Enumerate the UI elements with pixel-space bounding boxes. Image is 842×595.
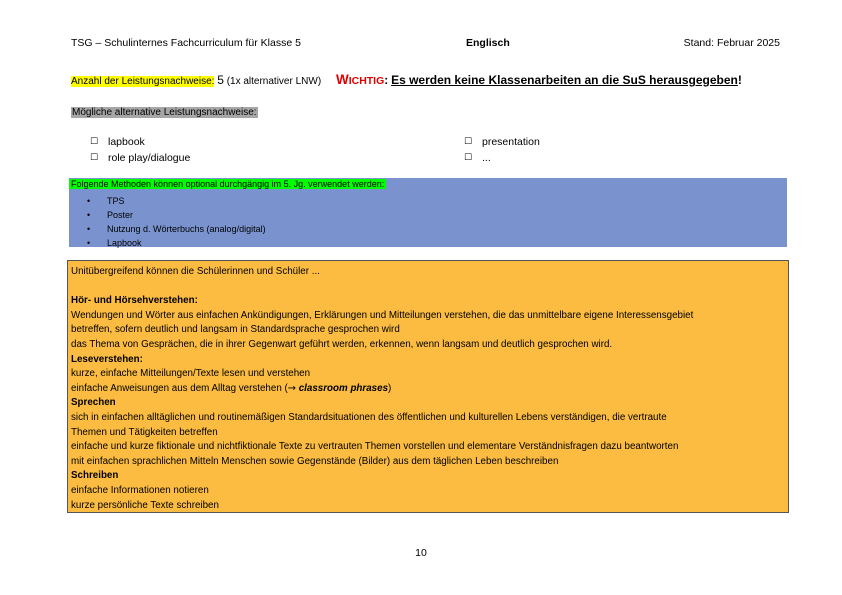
- reading-heading: Leseverstehen:: [71, 353, 143, 365]
- methods-heading: Folgende Methoden können optional durchgängig im 5. Jg. verwendet werden:: [71, 179, 385, 189]
- method-label: Poster: [107, 210, 134, 220]
- alternative-option: [464, 152, 491, 164]
- skills-intro: Unitübergreifend können die Schülerinnen und Schüler ...: [71, 266, 320, 277]
- methods-section: [69, 178, 787, 247]
- warning-colon: :: [384, 73, 389, 87]
- speaking-line: Themen und Tätigkeiten betreffen: [71, 426, 218, 438]
- list-item: [87, 236, 266, 250]
- methods-list: [87, 194, 266, 250]
- header-title: TSG – Schulinternes Fachcurriculum für Klasse 5: [71, 37, 301, 49]
- alternative-option: [464, 136, 540, 148]
- writing-heading: Schreiben: [71, 470, 119, 482]
- bullet-icon: •: [87, 238, 91, 248]
- listening-line: das Thema von Gesprächen, die in ihrer Gegenwart geführt werden, erkennen, wenn langsam und deutlich gesprochen wird.: [71, 338, 613, 350]
- header-date: Stand: Februar 2025: [683, 37, 780, 49]
- alternative-option: [90, 152, 190, 164]
- listening-line: Wendungen und Wörter aus einfachen Ankündigungen, Erklärungen und Mitteilungen verstehen, die das unmittelbare eigene Interessensgebiet: [71, 309, 694, 321]
- assessment-row: [71, 72, 742, 87]
- list-item: [87, 222, 266, 236]
- reading-line: einfache Anweisungen aus dem Alltag verstehen (→ classroom phrases): [71, 382, 392, 394]
- checkbox-icon: ☐: [90, 137, 99, 147]
- assessment-count-note: (1x alternativer LNW): [226, 76, 322, 87]
- speaking-line: mit einfachen sprachlichen Mitteln Menschen sowie Gegenstände (Bilder) aus dem täglichen Leben beschreiben: [71, 455, 559, 467]
- arrow-right-icon: →: [287, 382, 296, 394]
- skills-section: [67, 260, 789, 513]
- assessment-count: 5: [217, 73, 224, 87]
- speaking-heading: Sprechen: [71, 397, 116, 409]
- alternative-option: [90, 136, 145, 148]
- spacer: [71, 280, 784, 295]
- alternative-option-label: ...: [482, 152, 491, 164]
- writing-line: einfache Informationen notieren: [71, 484, 209, 496]
- alternative-option-label: lapbook: [108, 136, 145, 148]
- header-subject: Englisch: [466, 37, 510, 49]
- list-item: [87, 194, 266, 208]
- warning-exclamation: !: [737, 73, 742, 87]
- bullet-icon: •: [87, 210, 91, 220]
- checkbox-icon: ☐: [90, 153, 99, 163]
- alternative-option-label: role play/dialogue: [108, 152, 191, 164]
- listening-line: betreffen, sofern deutlich und langsam in Standardsprache gesprochen wird: [71, 324, 400, 336]
- alternatives-heading: Mögliche alternative Leistungsnachweise:: [72, 107, 257, 118]
- checkbox-icon: ☐: [464, 137, 473, 147]
- method-label: TPS: [107, 196, 125, 206]
- method-label: Nutzung d. Wörterbuchs (analog/digital): [107, 224, 266, 234]
- list-item: [87, 208, 266, 222]
- page-number: 10: [415, 547, 427, 559]
- method-label: Lapbook: [107, 238, 142, 248]
- assessment-label: Anzahl der Leistungsnachweise:: [71, 76, 215, 87]
- writing-line: kurze persönliche Texte schreiben: [71, 499, 219, 511]
- bullet-icon: •: [87, 224, 91, 234]
- checkbox-icon: ☐: [464, 153, 473, 163]
- reading-line: kurze, einfache Mitteilungen/Texte lesen und verstehen: [71, 368, 311, 380]
- speaking-line: sich in einfachen alltäglichen und routinemäßigen Standardsituationen des öffentlichen und kulturellen Lebens verständigen, die vertraute: [71, 411, 667, 423]
- alternative-option-label: presentation: [482, 136, 540, 148]
- warning-text: Es werden keine Klassenarbeiten an die SuS herausgegeben: [391, 73, 738, 87]
- classroom-phrases-term: classroom phrases: [298, 382, 389, 394]
- listening-heading: Hör- und Hörsehverstehen:: [71, 295, 198, 307]
- speaking-line: einfache und kurze fiktionale und nichtfiktionale Texte zu vertrauten Themen vorstellen und elementare Verständnisfragen dazu beantworten: [71, 441, 679, 453]
- bullet-icon: •: [87, 196, 91, 206]
- warning-label: WICHTIG: [335, 72, 385, 87]
